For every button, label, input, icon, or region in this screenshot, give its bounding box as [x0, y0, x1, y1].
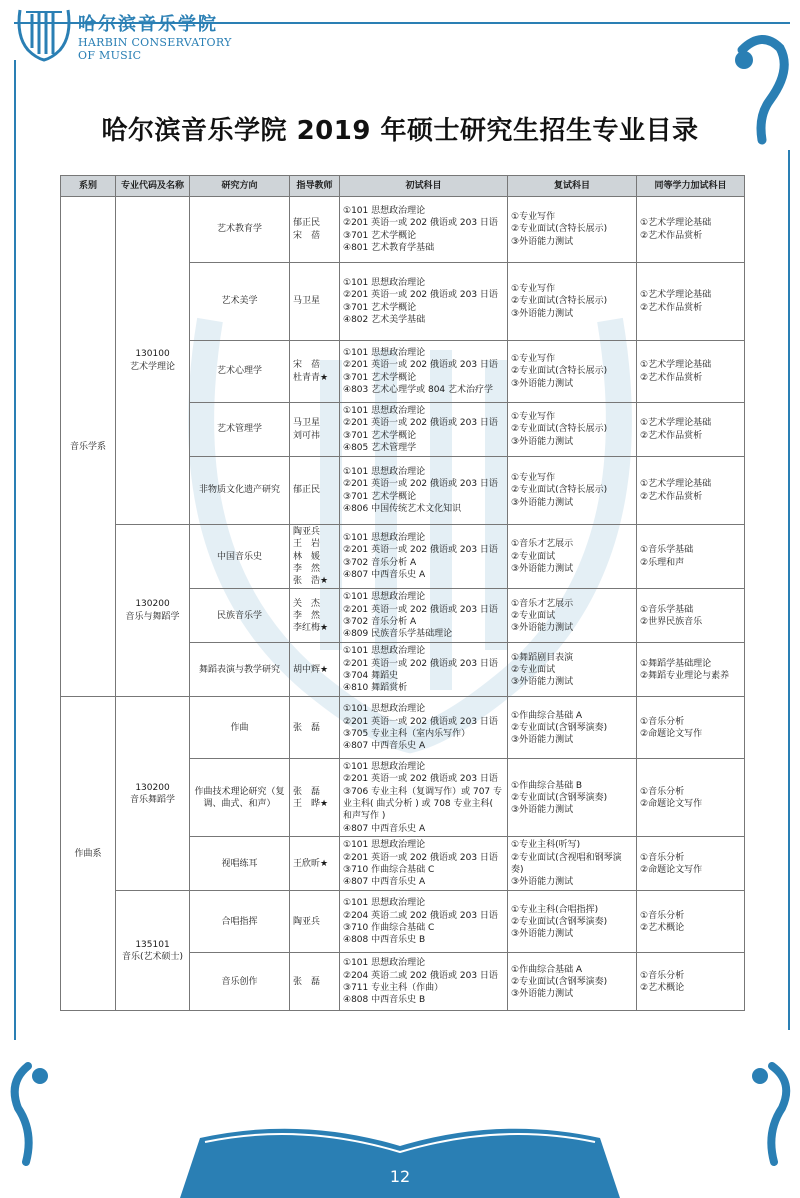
exam-cell: [340, 837, 508, 891]
advisor-cell-line: 宋 蓓: [293, 360, 321, 371]
exam-cell-line: ③705 专业主科（室内乐写作）: [343, 728, 471, 739]
advisor-cell: [290, 643, 340, 697]
right-rule: [788, 150, 790, 1030]
retest-cell-line: ①专业写作: [511, 212, 556, 223]
exam-cell-line: ③704 舞蹈史: [343, 670, 399, 681]
retest-cell: [508, 697, 637, 759]
exam-cell: [340, 403, 508, 457]
exam-cell-line: ②201 英语一或 202 俄语或 203 日语: [343, 360, 498, 371]
conservatory-logo-icon: [14, 6, 74, 64]
major-cell-line: 135101: [135, 939, 170, 950]
exam-cell-line: ②201 英语一或 202 俄语或 203 日语: [343, 290, 498, 301]
advisor-cell-line: 张 浩★: [293, 576, 329, 587]
extra-cell-line: ②世界民族音乐: [640, 616, 703, 627]
advisor-cell-line: 杜青青★: [293, 372, 329, 383]
retest-cell-line: ②专业面试(含特长展示): [511, 485, 608, 496]
exam-cell-line: ②201 英语一或 202 俄语或 203 日语: [343, 852, 498, 863]
advisor-cell-line: 张 磊: [293, 976, 321, 987]
extra-cell: [637, 341, 745, 403]
extra-cell-line: ①舞蹈学基础理论: [640, 658, 712, 669]
advisor-cell-line: 胡中辉★: [293, 664, 329, 675]
retest-cell-line: ①专业主科(合唱指挥): [511, 904, 599, 915]
exam-cell: [340, 697, 508, 759]
extra-cell-line: ①艺术学理论基础: [640, 290, 712, 301]
advisor-cell: [290, 197, 340, 263]
exam-cell-line: ①101 思想政治理论: [343, 704, 426, 715]
extra-cell: [637, 697, 745, 759]
direction-cell: 艺术美学: [190, 263, 290, 341]
extra-cell-line: ②艺术作品赏析: [640, 430, 703, 441]
extra-cell-line: ①艺术学理论基础: [640, 360, 712, 371]
exam-cell-line: ①101 思想政治理论: [343, 958, 426, 969]
major-cell: [116, 891, 190, 1011]
extra-cell-line: ②艺术概论: [640, 982, 685, 993]
exam-cell-line: ④809 民族音乐学基础理论: [343, 629, 453, 640]
exam-cell-line: ③706 专业主科（复调写作）或 707 专业主科( 曲式分析 ) 或 708 专业主科( 和声写作 ): [343, 786, 503, 822]
advisor-cell-line: 张 磊: [293, 786, 321, 797]
exam-cell-line: ④807 中西音乐史 A: [343, 823, 426, 834]
retest-cell-line: ①音乐才艺展示: [511, 598, 574, 609]
exam-cell-line: ③710 作曲综合基础 C: [343, 864, 435, 875]
advisor-cell: [290, 759, 340, 837]
extra-cell: [637, 589, 745, 643]
exam-cell-line: ④808 中西音乐史 B: [343, 995, 426, 1006]
advisor-cell-line: 陶亚兵: [293, 916, 321, 927]
extra-cell: [637, 643, 745, 697]
major-cell-line: 130200: [135, 782, 170, 793]
retest-cell-line: ②专业面试(含钢琴演奏): [511, 916, 608, 927]
exam-cell-line: ③702 音乐分析 A: [343, 557, 417, 568]
exam-cell-line: ④803 艺术心理学或 804 艺术治疗学: [343, 384, 494, 395]
advisor-cell: [290, 953, 340, 1011]
extra-cell-line: ①音乐学基础: [640, 604, 694, 615]
exam-cell: [340, 643, 508, 697]
exam-cell-line: ③701 艺术学概论: [343, 372, 417, 383]
retest-cell-line: ③外语能力测试: [511, 623, 574, 634]
brand-block: [78, 10, 232, 62]
retest-cell-line: ③外语能力测试: [511, 929, 574, 940]
major-cell: [116, 197, 190, 525]
advisor-cell-line: 王欣昕★: [293, 858, 329, 869]
exam-cell-line: ①101 思想政治理论: [343, 762, 426, 773]
major-cell-line: 130200: [135, 599, 170, 610]
col-header-retest: 复试科目: [508, 176, 637, 197]
exam-cell: [340, 589, 508, 643]
retest-cell-line: ②专业面试: [511, 664, 556, 675]
col-header-exam: 初试科目: [340, 176, 508, 197]
exam-cell-line: ④808 中西音乐史 B: [343, 935, 426, 946]
exam-cell-line: ①101 思想政治理论: [343, 205, 426, 216]
direction-cell: 视唱练耳: [190, 837, 290, 891]
exam-cell-line: ③702 音乐分析 A: [343, 616, 417, 627]
advisor-cell-line: 王 晔★: [293, 798, 329, 809]
retest-cell: [508, 891, 637, 953]
direction-cell: 作曲技术理论研究（复调、曲式、和声）: [190, 759, 290, 837]
extra-cell-line: ①艺术学理论基础: [640, 418, 712, 429]
school-name-en-line2: OF MUSIC: [78, 49, 142, 62]
retest-cell-line: ③外语能力测试: [511, 378, 574, 389]
retest-cell-line: ①专业主科(听写): [511, 840, 581, 851]
exam-cell-line: ③701 艺术学概论: [343, 302, 417, 313]
advisor-cell-line: 李红梅★: [293, 623, 329, 634]
direction-cell: 作曲: [190, 697, 290, 759]
table-header-row: [61, 176, 745, 197]
exam-cell: [340, 759, 508, 837]
extra-cell: [637, 263, 745, 341]
advisor-cell-line: 李 然: [293, 563, 321, 574]
extra-cell: [637, 953, 745, 1011]
exam-cell-line: ④801 艺术教育学基础: [343, 242, 435, 253]
retest-cell-line: ①舞蹈剧目表演: [511, 652, 574, 663]
exam-cell: [340, 457, 508, 525]
major-cell-line: 音乐(艺术硕士): [121, 951, 184, 962]
advisor-cell-line: 宋 蓓: [293, 230, 321, 241]
exam-cell-line: ③711 专业主科（作曲）: [343, 982, 444, 993]
advisor-cell-line: 关 杰: [293, 598, 321, 609]
exam-cell-line: ④807 中西音乐史 A: [343, 741, 426, 752]
catalog-table: [60, 175, 745, 1011]
extra-cell-line: ②舞蹈专业理论与素养: [640, 670, 730, 681]
exam-cell: [340, 341, 508, 403]
retest-cell-line: ②专业面试(含视唱和钢琴演奏): [511, 852, 622, 875]
page-title: 哈尔滨音乐学院 2019 年硕士研究生招生专业目录: [101, 116, 699, 146]
exam-cell: [340, 525, 508, 589]
exam-cell-line: ③710 作曲综合基础 C: [343, 922, 435, 933]
retest-cell-line: ②专业面试(含特长展示): [511, 296, 608, 307]
extra-cell: [637, 457, 745, 525]
major-cell: [116, 697, 190, 891]
retest-cell-line: ②专业面试(含钢琴演奏): [511, 792, 608, 803]
retest-cell-line: ①作曲综合基础 B: [511, 780, 583, 791]
retest-cell-line: ①专业写作: [511, 412, 556, 423]
exam-cell-line: ④807 中西音乐史 A: [343, 877, 426, 888]
major-cell-line: 艺术学理论: [129, 361, 175, 372]
advisor-cell-line: 陶亚兵: [293, 527, 321, 537]
retest-cell-line: ③外语能力测试: [511, 308, 574, 319]
exam-cell-line: ②204 英语二或 202 俄语或 203 日语: [343, 970, 498, 981]
retest-cell-line: ②专业面试(含特长展示): [511, 224, 608, 235]
exam-cell-line: ①101 思想政治理论: [343, 646, 426, 657]
extra-cell-line: ②艺术作品赏析: [640, 491, 703, 502]
extra-cell-line: ②艺术概论: [640, 922, 685, 933]
exam-cell-line: ①101 思想政治理论: [343, 277, 426, 288]
col-header-advisor: 指导教师: [290, 176, 340, 197]
exam-cell-line: ②201 英语一或 202 俄语或 203 日语: [343, 716, 498, 727]
retest-cell: [508, 341, 637, 403]
advisor-cell: [290, 697, 340, 759]
major-cell-line: 音乐与舞蹈学: [125, 611, 180, 622]
advisor-cell-line: 刘可祎: [293, 430, 321, 441]
retest-cell: [508, 263, 637, 341]
exam-cell-line: ①101 思想政治理论: [343, 840, 426, 851]
retest-cell: [508, 759, 637, 837]
advisor-cell-line: 王 岩: [293, 539, 321, 550]
extra-cell-line: ②命题论文写作: [640, 864, 703, 875]
retest-cell-line: ②专业面试(含特长展示): [511, 366, 608, 377]
extra-cell: [637, 403, 745, 457]
col-header-direction: 研究方向: [190, 176, 290, 197]
direction-cell: 中国音乐史: [190, 525, 290, 589]
extra-cell-line: ①音乐分析: [640, 910, 685, 921]
retest-cell: [508, 457, 637, 525]
dept-cell: 作曲系: [61, 697, 116, 1011]
exam-cell: [340, 891, 508, 953]
exam-cell-line: ④802 艺术美学基础: [343, 314, 426, 325]
exam-cell-line: ②201 英语一或 202 俄语或 203 日语: [343, 418, 498, 429]
extra-cell-line: ①艺术学理论基础: [640, 218, 712, 229]
retest-cell-line: ②专业面试(含钢琴演奏): [511, 976, 608, 987]
direction-cell: 民族音乐学: [190, 589, 290, 643]
school-name-cn: 哈尔滨音乐学院: [78, 14, 218, 35]
exam-cell-line: ③701 艺术学概论: [343, 491, 417, 502]
exam-cell-line: ②201 英语一或 202 俄语或 203 日语: [343, 658, 498, 669]
direction-cell: 舞蹈表演与教学研究: [190, 643, 290, 697]
retest-cell-line: ③外语能力测试: [511, 677, 574, 688]
extra-cell-line: ②艺术作品赏析: [640, 302, 703, 313]
major-cell-line: 130100: [135, 349, 170, 360]
col-header-extra: 同等学力加试科目: [637, 176, 745, 197]
advisor-cell-line: 李 然: [293, 610, 321, 621]
extra-cell-line: ①艺术学理论基础: [640, 479, 712, 490]
col-header-dept: 系别: [61, 176, 116, 197]
extra-cell: [637, 837, 745, 891]
extra-cell-line: ①音乐分析: [640, 716, 685, 727]
direction-cell: 音乐创作: [190, 953, 290, 1011]
retest-cell-line: ③外语能力测试: [511, 989, 574, 1000]
retest-cell-line: ①作曲综合基础 A: [511, 964, 583, 975]
extra-cell-line: ②乐理和声: [640, 557, 685, 568]
extra-cell-line: ②命题论文写作: [640, 798, 703, 809]
exam-cell-line: ①101 思想政治理论: [343, 347, 426, 358]
retest-cell-line: ③外语能力测试: [511, 735, 574, 746]
extra-cell: [637, 759, 745, 837]
exam-cell-line: ②201 英语一或 202 俄语或 203 日语: [343, 218, 498, 229]
retest-cell: [508, 643, 637, 697]
table-row: [61, 697, 745, 759]
extra-cell: [637, 891, 745, 953]
major-cell: [116, 525, 190, 697]
exam-cell: [340, 953, 508, 1011]
exam-cell-line: ①101 思想政治理论: [343, 592, 426, 603]
extra-cell: [637, 525, 745, 589]
direction-cell: 艺术管理学: [190, 403, 290, 457]
advisor-cell-line: 林 媛: [293, 551, 321, 562]
extra-cell-line: ②命题论文写作: [640, 728, 703, 739]
retest-cell-line: ③外语能力测试: [511, 436, 574, 447]
retest-cell: [508, 953, 637, 1011]
advisor-cell: [290, 341, 340, 403]
exam-cell-line: ①101 思想政治理论: [343, 533, 426, 544]
school-name-en-line1: HARBIN CONSERVATORY: [78, 36, 232, 49]
retest-cell-line: ②专业面试: [511, 610, 556, 621]
retest-cell-line: ①专业写作: [511, 354, 556, 365]
direction-cell: 艺术心理学: [190, 341, 290, 403]
table-row: [61, 525, 745, 589]
page-number: 12: [389, 1167, 411, 1186]
extra-cell-line: ②艺术作品赏析: [640, 372, 703, 383]
direction-cell: 合唱指挥: [190, 891, 290, 953]
retest-cell-line: ①作曲综合基础 A: [511, 710, 583, 721]
exam-cell-line: ②201 英语一或 202 俄语或 203 日语: [343, 545, 498, 556]
retest-cell-line: ③外语能力测试: [511, 236, 574, 247]
retest-cell: [508, 403, 637, 457]
advisor-cell-line: 郁正民: [293, 218, 321, 229]
retest-cell-line: ③外语能力测试: [511, 877, 574, 888]
retest-cell-line: ②专业面试(含特长展示): [511, 424, 608, 435]
advisor-cell-line: 马卫星: [293, 296, 321, 307]
retest-cell-line: ②专业面试(含钢琴演奏): [511, 722, 608, 733]
advisor-cell: [290, 525, 340, 589]
advisor-cell: [290, 403, 340, 457]
exam-cell: [340, 263, 508, 341]
exam-cell-line: ①101 思想政治理论: [343, 405, 426, 416]
extra-cell: [637, 197, 745, 263]
exam-cell-line: ②201 英语一或 202 俄语或 203 日语: [343, 604, 498, 615]
advisor-cell: [290, 891, 340, 953]
direction-cell: 艺术教育学: [190, 197, 290, 263]
extra-cell-line: ①音乐分析: [640, 970, 685, 981]
extra-cell-line: ①音乐学基础: [640, 545, 694, 556]
exam-cell-line: ④807 中西音乐史 A: [343, 570, 426, 581]
retest-cell: [508, 525, 637, 589]
retest-cell-line: ①专业写作: [511, 473, 556, 484]
table-row: [61, 891, 745, 953]
advisor-cell-line: 郁正民: [293, 485, 321, 496]
extra-cell-line: ①音乐分析: [640, 786, 685, 797]
exam-cell-line: ④810 舞蹈赏析: [343, 683, 408, 694]
advisor-cell: [290, 457, 340, 525]
exam-cell-line: ①101 思想政治理论: [343, 898, 426, 909]
retest-cell: [508, 197, 637, 263]
exam-cell-line: ②201 英语一或 202 俄语或 203 日语: [343, 774, 498, 785]
advisor-cell: [290, 263, 340, 341]
exam-cell-line: ①101 思想政治理论: [343, 466, 426, 477]
retest-cell-line: ③外语能力测试: [511, 805, 574, 816]
extra-cell-line: ①音乐分析: [640, 852, 685, 863]
exam-cell-line: ③701 艺术学概论: [343, 230, 417, 241]
extra-cell-line: ②艺术作品赏析: [640, 230, 703, 241]
retest-cell-line: ③外语能力测试: [511, 497, 574, 508]
advisor-cell: [290, 589, 340, 643]
advisor-cell-line: 马卫星: [293, 418, 321, 429]
left-rule: [14, 60, 16, 1040]
retest-cell-line: ①专业写作: [511, 284, 556, 295]
advisor-cell: [290, 837, 340, 891]
exam-cell-line: ③701 艺术学概论: [343, 430, 417, 441]
table-row: [61, 197, 745, 263]
retest-cell-line: ③外语能力测试: [511, 563, 574, 574]
exam-cell-line: ②201 英语一或 202 俄语或 203 日语: [343, 479, 498, 490]
exam-cell-line: ④805 艺术管理学: [343, 442, 417, 453]
retest-cell-line: ①音乐才艺展示: [511, 539, 574, 550]
direction-cell: 非物质文化遗产研究: [190, 457, 290, 525]
exam-cell-line: ②204 英语二或 202 俄语或 203 日语: [343, 910, 498, 921]
exam-cell: [340, 197, 508, 263]
major-cell-line: 音乐舞蹈学: [129, 794, 175, 805]
exam-cell-line: ④806 中国传统艺术文化知识: [343, 503, 462, 514]
col-header-major: 专业代码及名称: [116, 176, 190, 197]
dept-cell: 音乐学系: [61, 197, 116, 697]
retest-cell-line: ②专业面试: [511, 551, 556, 562]
retest-cell: [508, 837, 637, 891]
advisor-cell-line: 张 磊: [293, 722, 321, 733]
retest-cell: [508, 589, 637, 643]
